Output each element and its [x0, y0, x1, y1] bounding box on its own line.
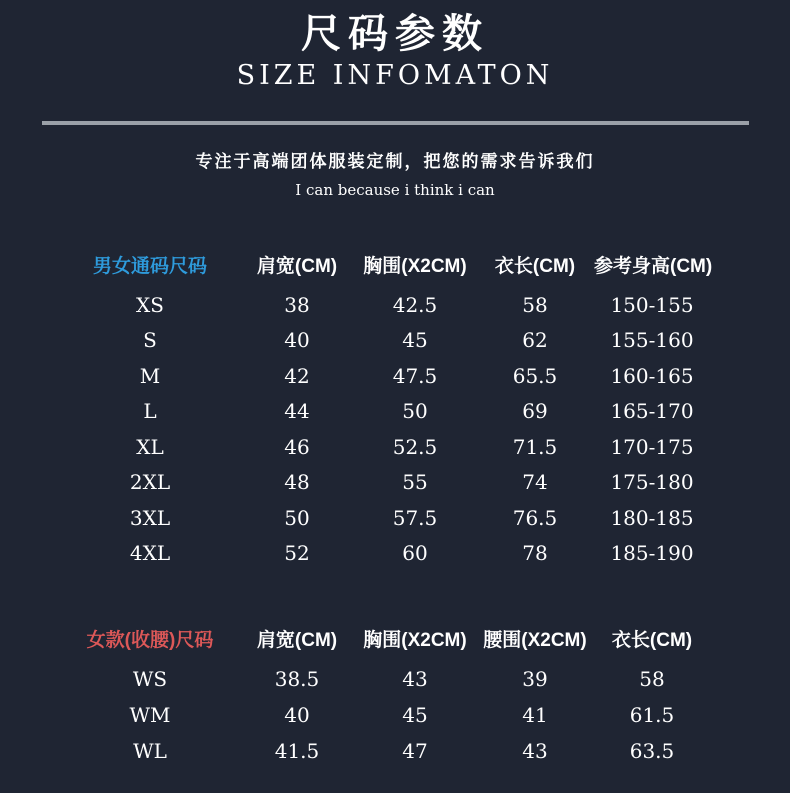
length-value: 58	[639, 666, 665, 691]
women-size-table	[60, 617, 790, 769]
table-row	[60, 661, 790, 697]
size-label: WS	[132, 666, 168, 691]
divider-line	[42, 121, 749, 125]
unisex-header-row	[60, 243, 790, 287]
length-value: 62	[522, 328, 548, 353]
height-value: 170-175	[610, 434, 694, 459]
column-header-height: 参考身高(CM)	[594, 256, 713, 278]
table-row	[60, 322, 790, 358]
column-header-chest: 胸围(X2CM)	[363, 256, 467, 278]
column-header-waist: 腰围(X2CM)	[483, 630, 587, 652]
height-value: 180-185	[610, 505, 694, 530]
length-value: 63.5	[629, 738, 675, 763]
chest-value: 42.5	[392, 292, 438, 317]
shoulder-value: 50	[284, 505, 310, 530]
chest-value: 45	[402, 328, 428, 353]
chest-value: 52.5	[392, 434, 438, 459]
chest-value: 57.5	[392, 505, 438, 530]
size-label: S	[143, 328, 157, 353]
table-row	[60, 733, 790, 769]
unisex-size-table	[60, 243, 790, 571]
column-header-chest: 胸围(X2CM)	[363, 630, 467, 652]
shoulder-value: 41.5	[274, 738, 320, 763]
shoulder-value: 40	[284, 328, 310, 353]
chest-value: 47.5	[392, 363, 438, 388]
table-row	[60, 464, 790, 500]
length-value: 78	[522, 541, 548, 566]
chest-value: 60	[402, 541, 428, 566]
size-label: XS	[136, 292, 164, 317]
table-row	[60, 697, 790, 733]
waist-value: 43	[522, 738, 548, 763]
women-header-row	[60, 617, 790, 661]
chest-value: 47	[402, 738, 428, 763]
size-label: WM	[129, 702, 171, 727]
table-row	[60, 500, 790, 536]
height-value: 165-170	[610, 399, 694, 424]
waist-value: 39	[522, 666, 548, 691]
slogan-chinese: 专注于高端团体服装定制，把您的需求告诉我们	[195, 152, 595, 172]
table-row	[60, 535, 790, 571]
length-value: 65.5	[512, 363, 558, 388]
women-table-label: 女款(收腰)尺码	[86, 630, 214, 652]
size-label: 2XL	[129, 470, 171, 495]
chest-value: 45	[402, 702, 428, 727]
column-header-length: 衣长(CM)	[611, 630, 693, 652]
size-label: WL	[133, 738, 167, 763]
column-header-shoulder: 肩宽(CM)	[256, 256, 338, 278]
length-value: 71.5	[512, 434, 558, 459]
table-row	[60, 358, 790, 394]
chest-value: 50	[402, 399, 428, 424]
height-value: 160-165	[610, 363, 694, 388]
unisex-table-label: 男女通码尺码	[92, 256, 207, 278]
size-label: L	[143, 399, 157, 424]
length-value: 58	[522, 292, 548, 317]
shoulder-value: 44	[284, 399, 310, 424]
length-value: 74	[522, 470, 548, 495]
shoulder-value: 46	[284, 434, 310, 459]
table-row	[60, 393, 790, 429]
length-value: 69	[522, 399, 548, 424]
length-value: 76.5	[512, 505, 558, 530]
column-header-length: 衣长(CM)	[494, 256, 576, 278]
shoulder-value: 48	[284, 470, 310, 495]
height-value: 150-155	[610, 292, 694, 317]
column-header-shoulder: 肩宽(CM)	[256, 630, 338, 652]
page-title-english: SIZE INFOMATON	[236, 60, 554, 91]
shoulder-value: 38.5	[274, 666, 320, 691]
slogan-english: I can because i think i can	[295, 180, 495, 199]
height-value: 185-190	[610, 541, 694, 566]
height-value: 155-160	[610, 328, 694, 353]
page-title-chinese: 尺码参数	[301, 10, 489, 57]
size-label: M	[139, 363, 161, 388]
height-value: 175-180	[610, 470, 694, 495]
size-label: 3XL	[129, 505, 171, 530]
shoulder-value: 42	[284, 363, 310, 388]
shoulder-value: 38	[284, 292, 310, 317]
chest-value: 43	[402, 666, 428, 691]
table-row	[60, 429, 790, 465]
shoulder-value: 40	[284, 702, 310, 727]
size-label: XL	[136, 434, 164, 459]
table-row	[60, 287, 790, 323]
shoulder-value: 52	[284, 541, 310, 566]
size-label: 4XL	[129, 541, 171, 566]
waist-value: 41	[522, 702, 548, 727]
length-value: 61.5	[629, 702, 675, 727]
chest-value: 55	[402, 470, 428, 495]
